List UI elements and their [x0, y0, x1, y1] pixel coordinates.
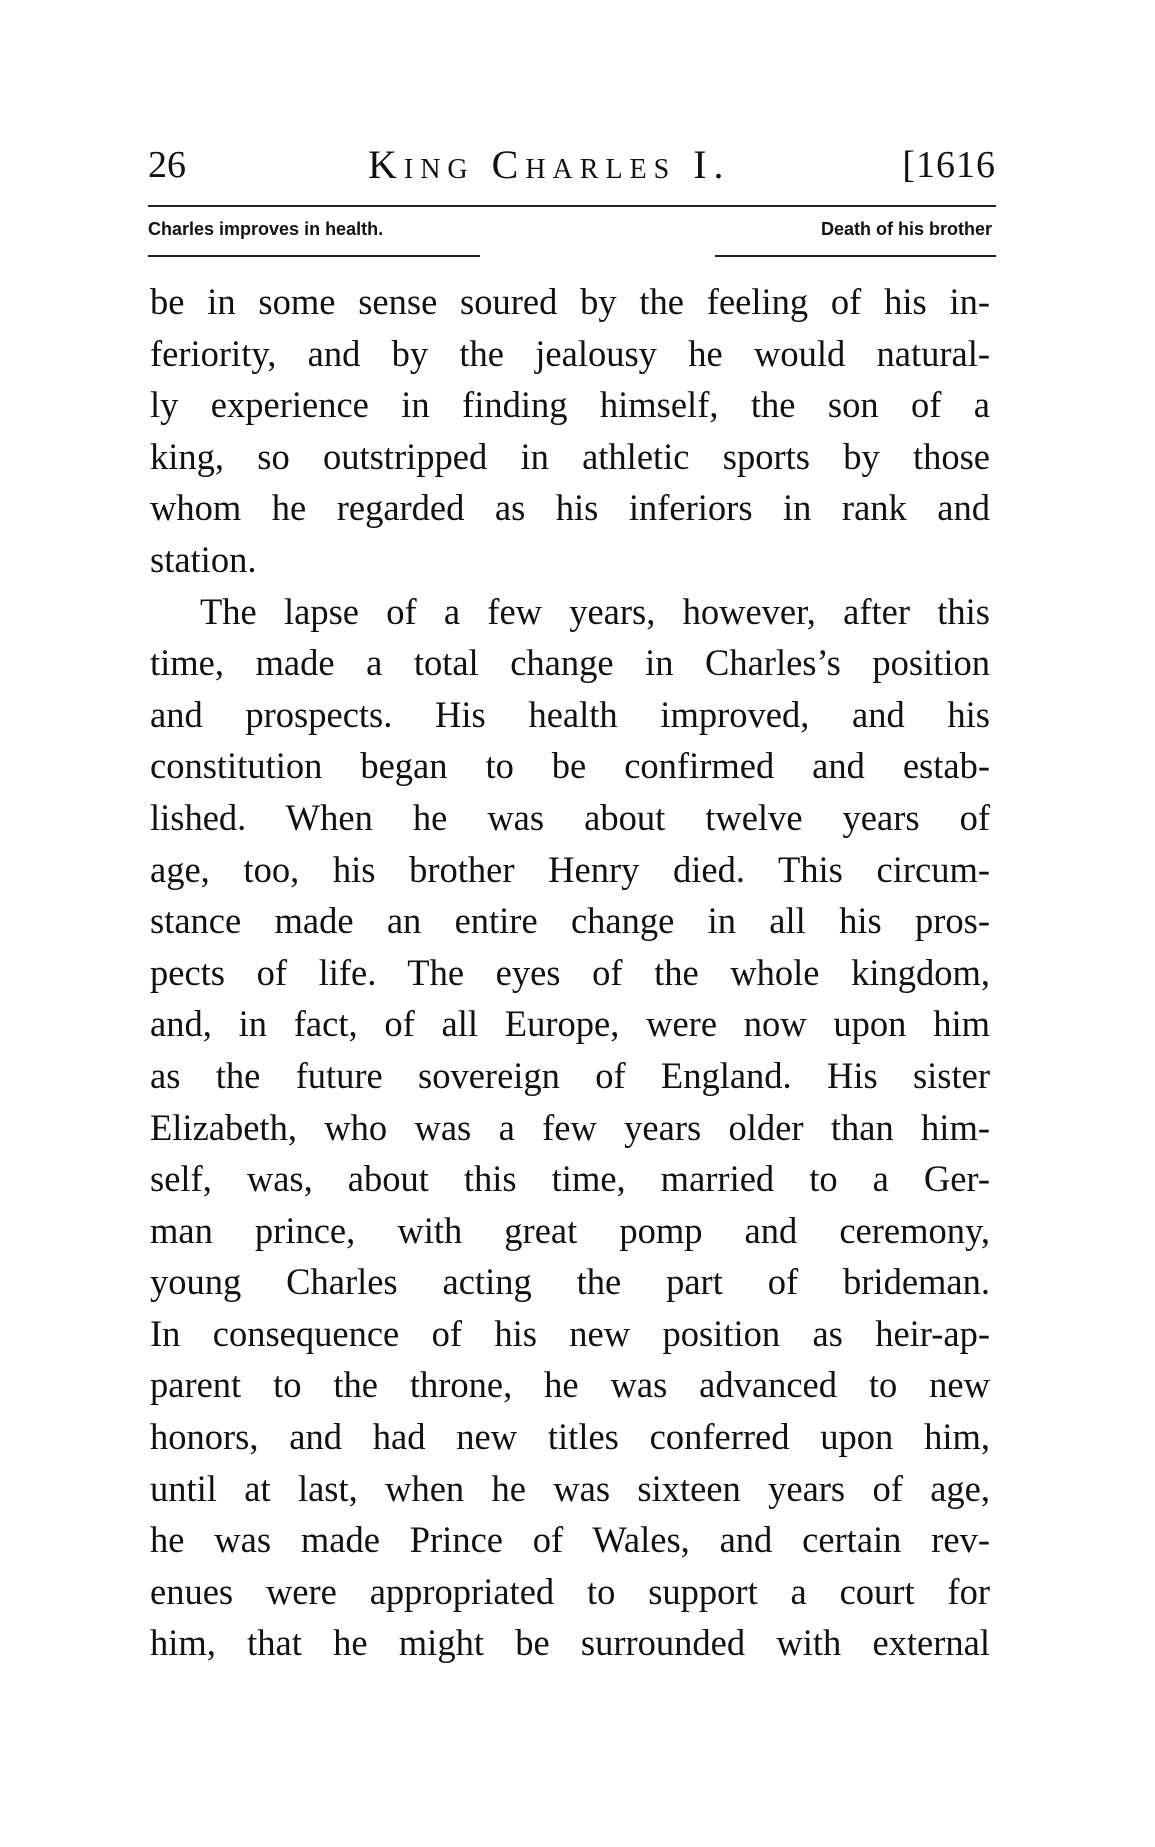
- text-line: him, that he might be surrounded with external: [150, 1622, 990, 1664]
- text-line: as the future sovereign of England. His sister: [150, 1054, 990, 1096]
- text-line: stance made an entire change in all his pros-: [150, 900, 990, 942]
- text-line: constitution began to be confirmed and estab-: [150, 745, 990, 787]
- page-number: 26: [148, 144, 186, 186]
- text-line: and, in fact, of all Europe, were now upon him: [150, 1003, 990, 1045]
- subheads: [148, 214, 996, 244]
- subhead-rule-right: [715, 255, 996, 257]
- text-line: pects of life. The eyes of the whole kingdom,: [150, 951, 990, 993]
- text-line: enues were appropriated to support a court for: [150, 1570, 990, 1612]
- text-line: whom he regarded as his inferiors in rank and: [150, 487, 990, 529]
- text-line: Elizabeth, who was a few years older than him-: [150, 1106, 990, 1148]
- text-line: parent to the throne, he was advanced to new: [150, 1364, 990, 1406]
- text-line: he was made Prince of Wales, and certain rev-: [150, 1519, 990, 1561]
- text-line: king, so outstripped in athletic sports by those: [150, 435, 990, 477]
- text-line: feriority, and by the jealousy he would natural-: [150, 332, 990, 374]
- text-line: self, was, about this time, married to a Ger-: [150, 1158, 990, 1200]
- text-line: until at last, when he was sixteen years of age,: [150, 1467, 990, 1509]
- text-line: time, made a total change in Charles’s position: [150, 642, 990, 684]
- text-line: man prince, with great pomp and ceremony,: [150, 1209, 990, 1251]
- text-line: young Charles acting the part of brideman.: [150, 1261, 990, 1303]
- running-title: King Charles I.: [368, 142, 731, 187]
- subhead-left: Charles improves in health.: [148, 219, 384, 239]
- text-line: honors, and had new titles conferred upon him,: [150, 1416, 990, 1458]
- subhead-right: Death of his brother: [820, 219, 992, 239]
- text-line: In consequence of his new position as heir-ap-: [150, 1312, 990, 1354]
- text-line: ly experience in finding himself, the son of a: [150, 384, 990, 426]
- body-text: [150, 276, 990, 1669]
- text-line: lished. When he was about twelve years of: [150, 796, 990, 838]
- text-line: The lapse of a few years, however, after this: [200, 590, 990, 632]
- header-rule: [148, 205, 996, 207]
- subhead-rule-left: [148, 255, 480, 257]
- year-marker: [1616: [902, 144, 996, 186]
- page-header: [148, 140, 996, 190]
- text-line: age, too, his brother Henry died. This circum-: [150, 848, 990, 890]
- text-line: and prospects. His health improved, and his: [150, 693, 990, 735]
- text-line: station.: [150, 538, 257, 580]
- text-line: be in some sense soured by the feeling of his in-: [150, 281, 990, 322]
